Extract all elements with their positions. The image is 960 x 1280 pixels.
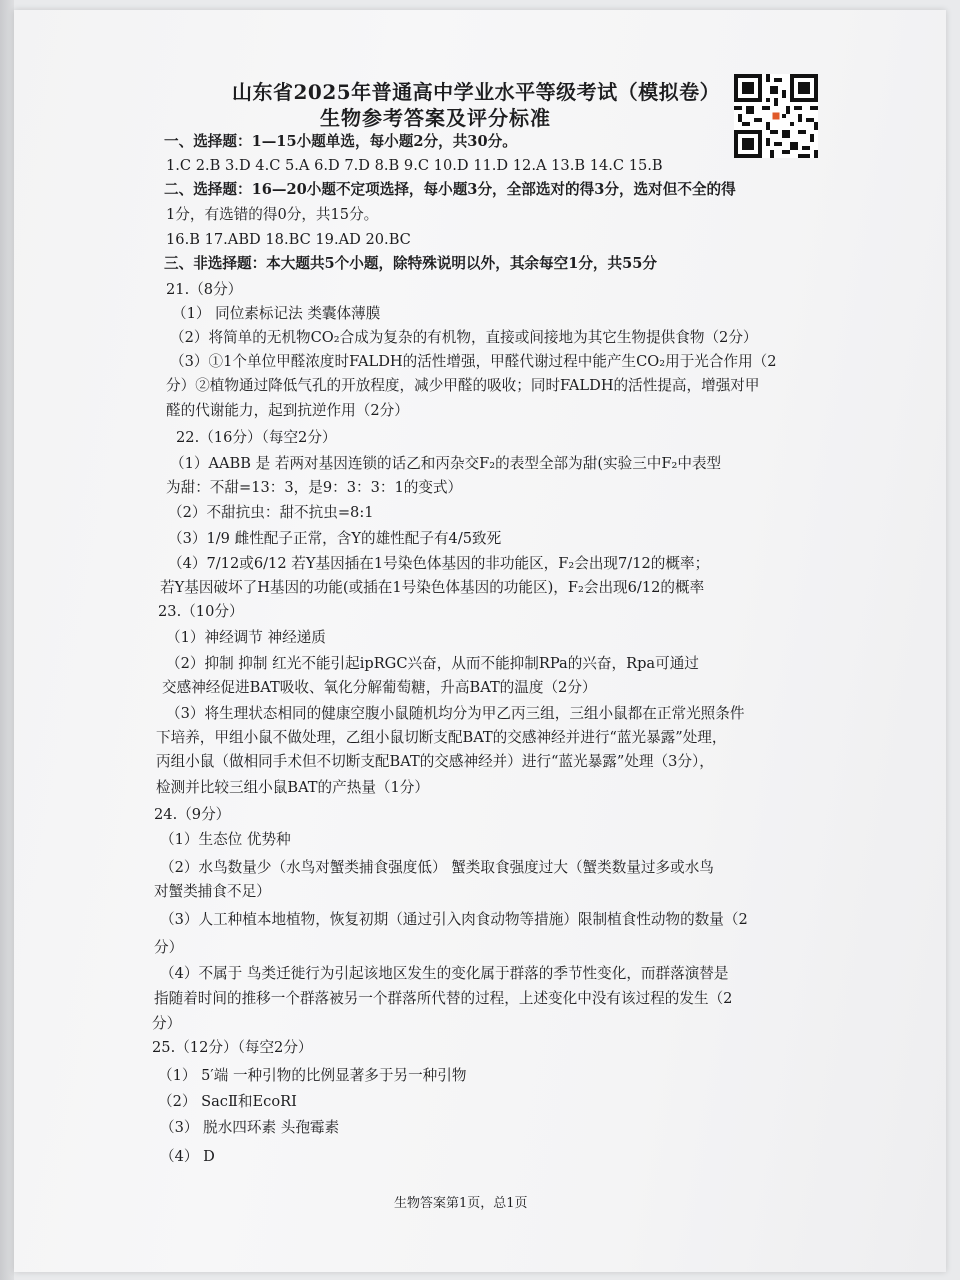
answer-line: 23.（10分） — [158, 603, 244, 620]
answer-line: 指随着时间的推移一个群落被另一个群落所代替的过程，上述变化中没有该过程的发生（2 — [154, 990, 733, 1007]
page-binding-edge — [0, 0, 14, 1280]
answer-line: 下培养，甲组小鼠不做处理，乙组小鼠切断支配BAT的交感神经并进行“蓝光暴露”处理， — [156, 729, 727, 746]
answer-line: 1分，有选错的得0分，共15分。 — [166, 206, 379, 223]
answer-line: 检测并比较三组小鼠BAT的产热量（1分） — [156, 779, 429, 796]
answer-line: （1） 5′端 一种引物的比例显著多于另一种引物 — [158, 1067, 467, 1084]
answer-line: （4）不属于 鸟类迁徙行为引起该地区发生的变化属于群落的季节性变化，而群落演替是 — [160, 965, 729, 982]
answer-line: 分） — [154, 939, 184, 956]
answer-line: 24.（9分） — [154, 806, 231, 823]
answer-line: 交感神经促进BAT吸收、氧化分解葡萄糖，升高BAT的温度（2分） — [162, 679, 597, 696]
answer-line: （3）①1个单位甲醛浓度时FALDH的活性增强，甲醛代谢过程中能产生CO₂用于光合作用（2 — [170, 353, 777, 370]
page-footer: 生物答案第1页，总1页 — [394, 1196, 528, 1211]
answer-line: 若Y基因破坏了H基因的功能(或插在1号染色体基因的功能区)，F₂会出现6/12的概率 — [160, 579, 705, 596]
answer-line: 16.B 17.ABD 18.BC 19.AD 20.BC — [166, 231, 411, 248]
answer-line: 对蟹类捕食不足） — [154, 883, 271, 900]
exam-subtitle: 生物参考答案及评分标准 — [320, 106, 551, 130]
answer-line: （1）生态位 优势种 — [160, 831, 291, 848]
answer-line: （1）AABB 是 若两对基因连锁的话乙和丙杂交F₂的表型全部为甜(实验三中F₂中表型 — [170, 455, 722, 472]
answer-line: （4） D — [160, 1148, 215, 1165]
answer-line: （3） 脱水四环素 头孢霉素 — [160, 1119, 340, 1136]
answer-line: 21.（8分） — [166, 281, 243, 298]
answer-line: （2）将简单的无机物CO₂合成为复杂的有机物，直接或间接地为其它生物提供食物（2分） — [170, 329, 758, 346]
answer-line: 醛的代谢能力，起到抗逆作用（2分） — [166, 402, 409, 419]
answer-line: （3）人工种植本地植物，恢复初期（通过引入肉食动物等措施）限制植食性动物的数量（2 — [160, 911, 748, 928]
answer-line: （1）神经调节 神经递质 — [166, 629, 326, 646]
answer-line: 丙组小鼠（做相同手术但不切断支配BAT的交感神经并）进行“蓝光暴露”处理（3分）， — [156, 753, 714, 770]
answer-line: 二、选择题：16—20小题不定项选择，每小题3分，全部选对的得3分，选对但不全的得 — [164, 181, 736, 198]
answer-line: 1.C 2.B 3.D 4.C 5.A 6.D 7.D 8.B 9.C 10.D 11.D 12.A 13.B 14.C 15.B — [166, 157, 663, 174]
answer-line: 一、选择题：1—15小题单选，每小题2分，共30分。 — [164, 133, 517, 150]
qr-code-icon — [734, 74, 818, 158]
answer-line: （2）水鸟数量少（水鸟对蟹类捕食强度低） 蟹类取食强度过大（蟹类数量过多或水鸟 — [160, 859, 714, 876]
answer-line: 三、非选择题：本大题共5个小题，除特殊说明以外，其余每空1分，共55分 — [164, 255, 658, 272]
answer-line: （2）不甜抗虫：甜不抗虫=8:1 — [168, 504, 374, 521]
answer-line: 分）②植物通过降低气孔的开放程度，减少甲醛的吸收；同时FALDH的活性提高，增强对甲 — [166, 377, 760, 394]
answer-line: 分） — [152, 1015, 182, 1032]
answer-line: 为甜：不甜=13：3，是9：3：3：1的变式） — [166, 479, 463, 496]
answer-line: 22.（16分）（每空2分） — [176, 429, 337, 446]
answer-line: （1） 同位素标记法 类囊体薄膜 — [172, 305, 381, 322]
answer-line: （3）1/9 雌性配子正常，含Y的雄性配子有4/5致死 — [168, 530, 502, 547]
answer-line: （2） SacⅡ和EcoRⅠ — [158, 1093, 297, 1110]
answer-line: （2）抑制 抑制 红光不能引起ipRGC兴奋，从而不能抑制RPa的兴奋，Rpa可通过 — [166, 655, 699, 672]
answer-line: （3）将生理状态相同的健康空腹小鼠随机均分为甲乙丙三组，三组小鼠都在正常光照条件 — [166, 705, 745, 722]
exam-title: 山东省2025年普通高中学业水平等级考试（模拟卷） — [232, 80, 721, 104]
answer-line: 25.（12分）（每空2分） — [152, 1039, 313, 1056]
answer-line: （4）7/12或6/12 若Y基因插在1号染色体基因的非功能区，F₂会出现7/12的概率； — [168, 555, 710, 572]
